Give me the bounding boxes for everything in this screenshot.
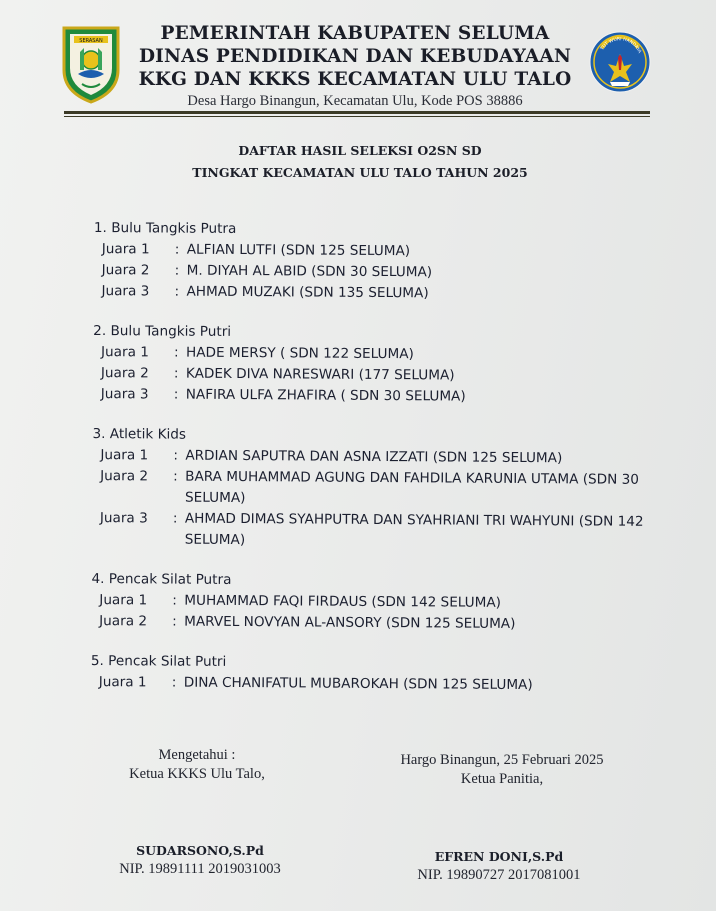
signatory-right-name: EFREN DONI,S.Pd bbox=[434, 849, 564, 864]
winner-rank: Juara 1 bbox=[99, 592, 148, 609]
winner-rank: Juara 1 bbox=[100, 447, 149, 464]
category-title: 2. Bulu Tangkis Putri bbox=[93, 322, 232, 340]
winner-row bbox=[91, 611, 681, 636]
winner-rank: Juara 1 bbox=[101, 241, 150, 258]
separator: : bbox=[172, 592, 177, 609]
letterhead-rule-thick bbox=[64, 111, 650, 114]
winner-rank: Juara 2 bbox=[100, 468, 149, 485]
winner-row bbox=[91, 672, 681, 697]
winner-rank: Juara 1 bbox=[98, 674, 147, 691]
separator: : bbox=[171, 674, 177, 691]
signature-left-caption bbox=[102, 746, 292, 784]
letterhead-line-3: KKG DAN KKKS KECAMATAN ULU TALO bbox=[138, 69, 572, 90]
seluma-regency-emblem-icon bbox=[60, 22, 122, 104]
separator: : bbox=[172, 510, 178, 527]
category-title: 1. Bulu Tangkis Putra bbox=[93, 219, 237, 237]
winner-rank: Juara 1 bbox=[101, 344, 149, 361]
winner-name: ALFIAN LUTFI (SDN 125 SELUMA) bbox=[186, 241, 411, 260]
winner-row bbox=[93, 281, 683, 306]
signature-right-line-2: Ketua Panitia, bbox=[460, 771, 544, 787]
winner-row bbox=[93, 384, 683, 409]
winner-name: HADE MERSY ( SDN 122 SELUMA) bbox=[186, 344, 414, 363]
winner-name: M. DIYAH AL ABID (SDN 30 SELUMA) bbox=[186, 262, 433, 281]
winner-name: NAFIRA ULFA ZHAFIRA ( SDN 30 SELUMA) bbox=[185, 386, 466, 405]
category-title: 4. Pencak Silat Putra bbox=[91, 570, 232, 588]
emblem-motto-text: TUT WURI HANDAYA bbox=[600, 37, 642, 55]
results-list bbox=[91, 218, 684, 697]
winner-row bbox=[92, 466, 682, 512]
separator: : bbox=[174, 344, 179, 361]
title-line-1: DAFTAR HASIL SELEKSI O2SN SD bbox=[238, 143, 482, 158]
separator: : bbox=[173, 365, 179, 382]
winner-rank: Juara 2 bbox=[101, 262, 150, 279]
separator: : bbox=[172, 613, 177, 630]
letterhead-line-2: DINAS PENDIDIKAN DAN KEBUDAYAAN bbox=[138, 46, 572, 67]
title-line-2: TINGKAT KECAMATAN ULU TALO TAHUN 2025 bbox=[192, 165, 528, 180]
category-block bbox=[93, 218, 684, 306]
signatory-left-nip: NIP. 19891111 2019031003 bbox=[119, 861, 281, 877]
letterhead-rule-thin bbox=[64, 116, 650, 117]
separator: : bbox=[173, 386, 179, 403]
signature-right-line-1: Hargo Binangun, 25 Februari 2025 bbox=[400, 752, 604, 768]
winner-rank: Juara 2 bbox=[100, 365, 149, 382]
winner-rank: Juara 3 bbox=[99, 510, 148, 527]
tut-wuri-handayani-emblem-icon bbox=[588, 24, 652, 100]
signature-left-line-2: Ketua KKKS Ulu Talo, bbox=[129, 766, 265, 782]
signatory-left-name: SUDARSONO,S.Pd bbox=[136, 843, 264, 858]
winner-name: DINA CHANIFATUL MUBAROKAH (SDN 125 SELUMA) bbox=[183, 674, 533, 694]
category-block bbox=[92, 424, 683, 554]
emblem-banner-text: SERASAN bbox=[79, 38, 103, 44]
separator: : bbox=[174, 262, 180, 279]
category-title: 5. Pencak Silat Putri bbox=[90, 652, 227, 670]
winner-name: KADEK DIVA NARESWARI (177 SELUMA) bbox=[185, 365, 455, 384]
separator: : bbox=[174, 283, 180, 300]
winner-rank: Juara 3 bbox=[100, 386, 149, 403]
winner-name: MARVEL NOVYAN AL-ANSORY (SDN 125 SELUMA) bbox=[184, 613, 516, 632]
category-title: 3. Atletik Kids bbox=[92, 425, 187, 443]
winner-name: ARDIAN SAPUTRA DAN ASNA IZZATI (SDN 125 SELUMA) bbox=[185, 447, 563, 467]
winner-name: MUHAMMAD FAQI FIRDAUS (SDN 142 SELUMA) bbox=[184, 592, 502, 611]
signature-right-block bbox=[396, 848, 602, 885]
signature-right-caption bbox=[372, 751, 632, 789]
category-block bbox=[91, 569, 681, 636]
signatory-right-nip: NIP. 19890727 2017081001 bbox=[417, 867, 581, 883]
letterhead-address: Desa Hargo Binangun, Kecamatan Ulu, Kode POS 38886 bbox=[187, 93, 523, 109]
winner-rank: Juara 2 bbox=[99, 613, 148, 630]
document-title bbox=[100, 140, 620, 184]
winner-rank: Juara 3 bbox=[101, 283, 150, 300]
category-block bbox=[91, 651, 681, 697]
category-block bbox=[93, 321, 684, 409]
winner-name: AHMAD DIMAS SYAHPUTRA DAN SYAHRIANI TRI WAHYUNI (SDN 142 SELUMA) bbox=[184, 510, 644, 549]
letterhead-line-1: PEMERINTAH KABUPATEN SELUMA bbox=[160, 23, 550, 44]
letterhead bbox=[130, 22, 580, 110]
winner-name: AHMAD MUZAKI (SDN 135 SELUMA) bbox=[186, 283, 429, 302]
separator: : bbox=[174, 241, 180, 258]
signature-left-line-1: Mengetahui : bbox=[158, 747, 236, 763]
winner-row bbox=[92, 508, 682, 554]
separator: : bbox=[173, 468, 178, 485]
winner-name: BARA MUHAMMAD AGUNG DAN FAHDILA KARUNIA UTAMA (SDN 30 SELUMA) bbox=[184, 468, 639, 507]
separator: : bbox=[173, 447, 178, 464]
signature-left-block bbox=[100, 842, 300, 879]
